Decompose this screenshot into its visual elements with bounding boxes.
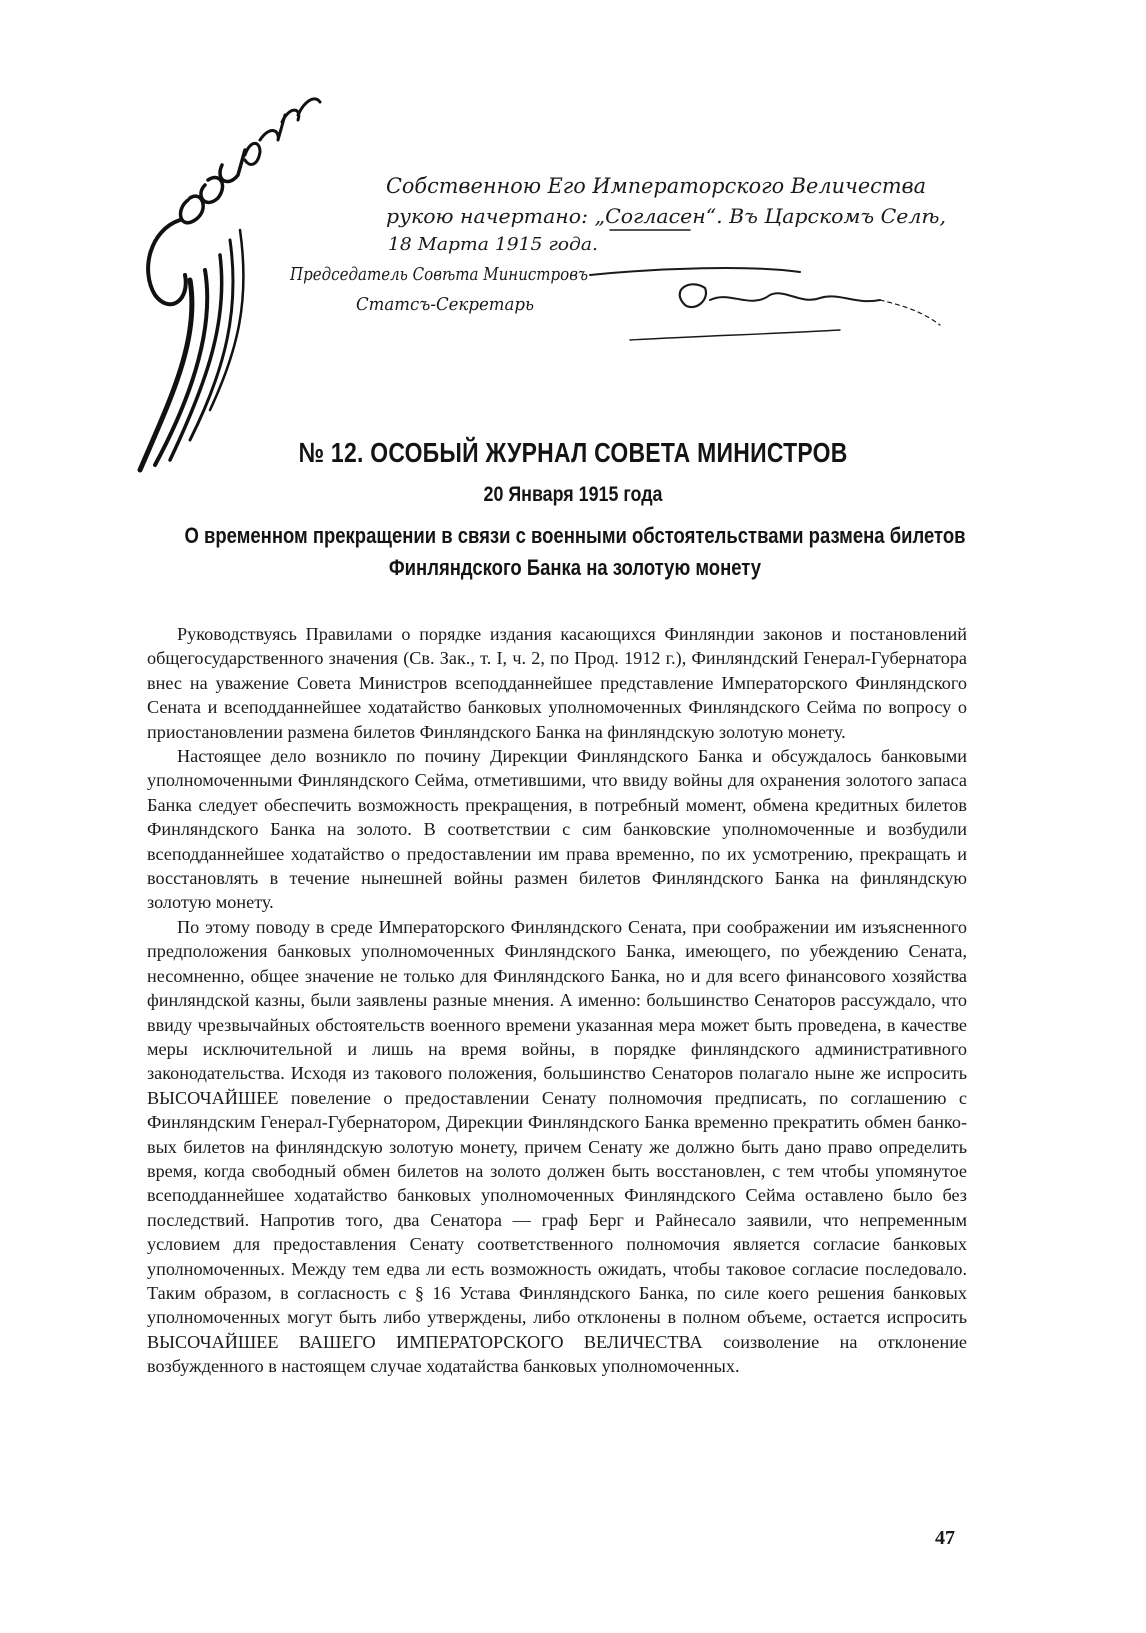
body-paragraph-1: Руководствуясь Правилами о порядке издания касающихся Финляндии законов и постановлений общегосударственного значения (Св. Зак., т. I, ч. 2, по Прод. 1912 г.), Финляндский Генерал-Губернатора внес на уважение Совета Министров всеподданнейшее представление Императорского Финляндского Сената и всеподданнейшее ходатайство банковых уполномоченных Финляндского Сейма по вопросу о приостановлении размена билетов Финляндского Банка на финляндскую золотую монету.: [147, 624, 967, 742]
document-date: 20 Января 1915 года: [483, 483, 663, 506]
document-header: [0, 437, 1146, 507]
handwritten-note-svg: [280, 150, 960, 370]
handwritten-line-5: Статсъ-Секретарь: [356, 294, 534, 315]
handwritten-line-3: 18 Марта 1915 года.: [388, 234, 598, 255]
subject-line-1: О временном прекращении в связи с военными обстоятельствами размена билетов: [184, 523, 966, 548]
handwritten-line-2: рукою начертано: „Согласен“. Въ Царскомъ Селѣ,: [386, 204, 946, 228]
document-subject: [110, 520, 1040, 584]
subject-line-2: Финляндского Банка на золотую монету: [388, 555, 762, 580]
handwritten-line-4: Председатель Совѣта Министровъ: [289, 264, 588, 285]
document-title: № 12. ОСОБЫЙ ЖУРНАЛ СОВЕТА МИНИСТРОВ: [298, 437, 848, 468]
body-paragraph-3: По этому поводу в среде Императорского Финляндского Сената, при соображении им изъясненного предположения банковых уполномоченных Финляндского Банка, имеющего, по убеждению Сената, несомненно, общее значение не только для Финляндского Банка, но и для всего финансового хозяйства финляндской казны, были заявлены разные мнения. А именно: большинство Сенаторов рассуждало, что ввиду чрезвычайных обстоятельств военного времени указанная мера может быть проведена, в качестве меры исключительной и лишь на время войны, в порядке финляндского административного законодательства. Исходя из такового положения, большинство Сенаторов полагало ныне же испросить ВЫСОЧАЙШЕЕ повеление о предоставлении Сенату полномочия предписать, по соглашению с Финляндским Генерал-Губернатором, Дирекции Финляндского Банка временно прекратить обмен банковых билетов на финляндскую золотую монету, причем Сенату же должно быть дано право определить время, когда свободный обмен билетов на золото должен быть восстановлен, с тем чтобы упомянутое всеподданнейшее ходатайство банковых уполномоченных Финляндского Сейма оставлено было без последствий. Напротив того, два Сенатора — граф Берг и Райнесало заявили, что непременным условием для предоставления Сенату соответственного полномочия является согласие банковых уполномоченных. Между тем едва ли есть возможность ожидать, чтобы таковое согласие последовало. Таким образом, в согласность с § 16 Устава Финляндского Банка, по силе коего решения банковых уполномоченных могут быть либо утверждены, либо отклонены в полном объеме, остается испросить ВЫСОЧАЙШЕЕ ВАШЕГО ИМПЕРАТОРСКОГО ВЕЛИЧЕСТВА соизволение на отклонение возбужденного в настоящем случае ходатайства банковых уполномоченных.: [147, 916, 967, 1377]
handwritten-approval-note: [280, 150, 960, 370]
body-paragraph-2: Настоящее дело возникло по почину Дирекции Финляндского Банка и обсуждалось банковыми уполномоченными Финляндского Сейма, отметившими, что ввиду войны для охранения золотого запаса Банка следует обеспечить возможность прекращения, в потребный момент, обмена кредитных билетов Финляндского Банка на золото. В соответствии с сим банковские уполномоченные и возбудили всеподданнейшее ходатайство о предоставлении им права временно, по их усмотрению, прекращать и восстановлять в течение нынешней войны размен билетов Финляндского Банка на финляндскую золотую монету.: [147, 746, 967, 913]
document-body: [147, 622, 967, 1379]
handwritten-line-1: Собственною Его Императорского Величества: [386, 174, 926, 198]
page-number: 47: [935, 1527, 955, 1549]
